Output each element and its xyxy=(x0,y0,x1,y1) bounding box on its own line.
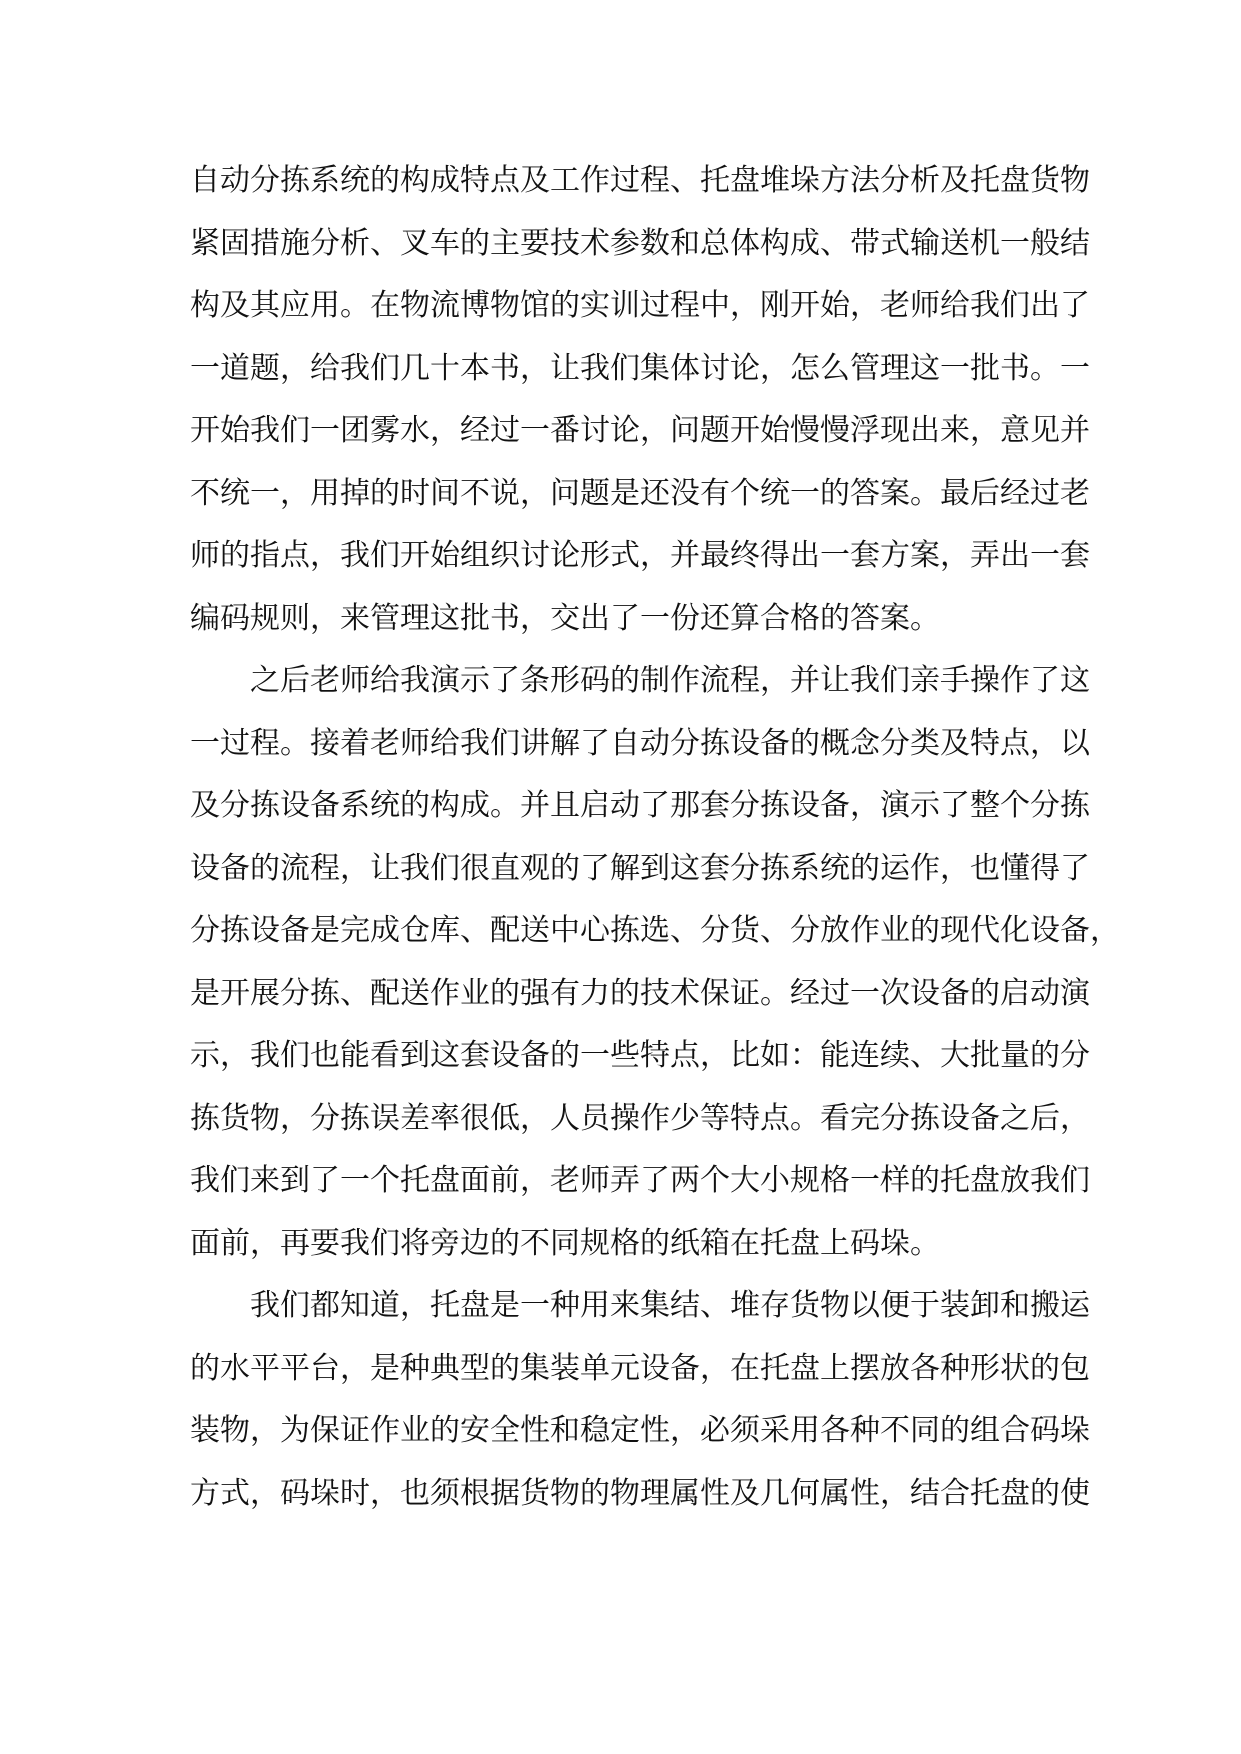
paragraph-first-line: 我们都知道，托盘是一种用来集结、堆存货物以便于装卸和搬运 xyxy=(250,1288,1090,1323)
text-line: 示，我们也能看到这套设备的一些特点，比如：能连续、大批量的分 xyxy=(190,1038,1090,1073)
text-line: 构及其应用。在物流博物馆的实训过程中，刚开始，老师给我们出了 xyxy=(190,288,1090,323)
text-line: 不统一，用掉的时间不说，问题是还没有个统一的答案。最后经过老 xyxy=(190,475,1090,511)
text-line: 的水平平台，是种典型的集装单元设备，在托盘上摆放各种形状的包 xyxy=(190,1350,1090,1386)
text-line: 装物，为保证作业的安全性和稳定性，必须采用各种不同的组合码垛 xyxy=(190,1413,1090,1448)
text-line: 面前，再要我们将旁边的不同规格的纸箱在托盘上码垛。 xyxy=(190,1225,940,1261)
text-line: 紧固措施分析、叉车的主要技术参数和总体构成、带式输送机一般结 xyxy=(190,225,1090,261)
text-line: 师的指点，我们开始组织讨论形式，并最终得出一套方案，弄出一套 xyxy=(190,538,1090,573)
text-line: 方式，码垛时，也须根据货物的物理属性及几何属性，结合托盘的使 xyxy=(190,1475,1090,1511)
text-line: 一道题，给我们几十本书，让我们集体讨论，怎么管理这一批书。一 xyxy=(190,350,1090,386)
text-line: 是开展分拣、配送作业的强有力的技术保证。经过一次设备的启动演 xyxy=(190,975,1090,1011)
text-line: 我们来到了一个托盘面前，老师弄了两个大小规格一样的托盘放我们 xyxy=(190,1163,1090,1198)
text-line: 一过程。接着老师给我们讲解了自动分拣设备的概念分类及特点，以 xyxy=(190,725,1090,761)
text-line: 编码规则，来管理这批书，交出了一份还算合格的答案。 xyxy=(190,600,940,636)
document-body xyxy=(190,150,1120,1525)
paragraph-first-line: 之后老师给我演示了条形码的制作流程，并让我们亲手操作了这 xyxy=(250,663,1090,698)
text-line: 设备的流程，让我们很直观的了解到这套分拣系统的运作，也懂得了 xyxy=(190,850,1090,886)
text-line: 开始我们一团雾水，经过一番讨论，问题开始慢慢浮现出来，意见并 xyxy=(190,413,1090,448)
text-line: 自动分拣系统的构成特点及工作过程、托盘堆垛方法分析及托盘货物 xyxy=(190,163,1090,198)
text-line: 拣货物，分拣误差率很低，人员操作少等特点。看完分拣设备之后， xyxy=(190,1100,1090,1136)
text-line: 及分拣设备系统的构成。并且启动了那套分拣设备，演示了整个分拣 xyxy=(190,788,1090,823)
text-line: 分拣设备是完成仓库、配送中心拣选、分货、分放作业的现代化设备， xyxy=(190,913,1120,948)
